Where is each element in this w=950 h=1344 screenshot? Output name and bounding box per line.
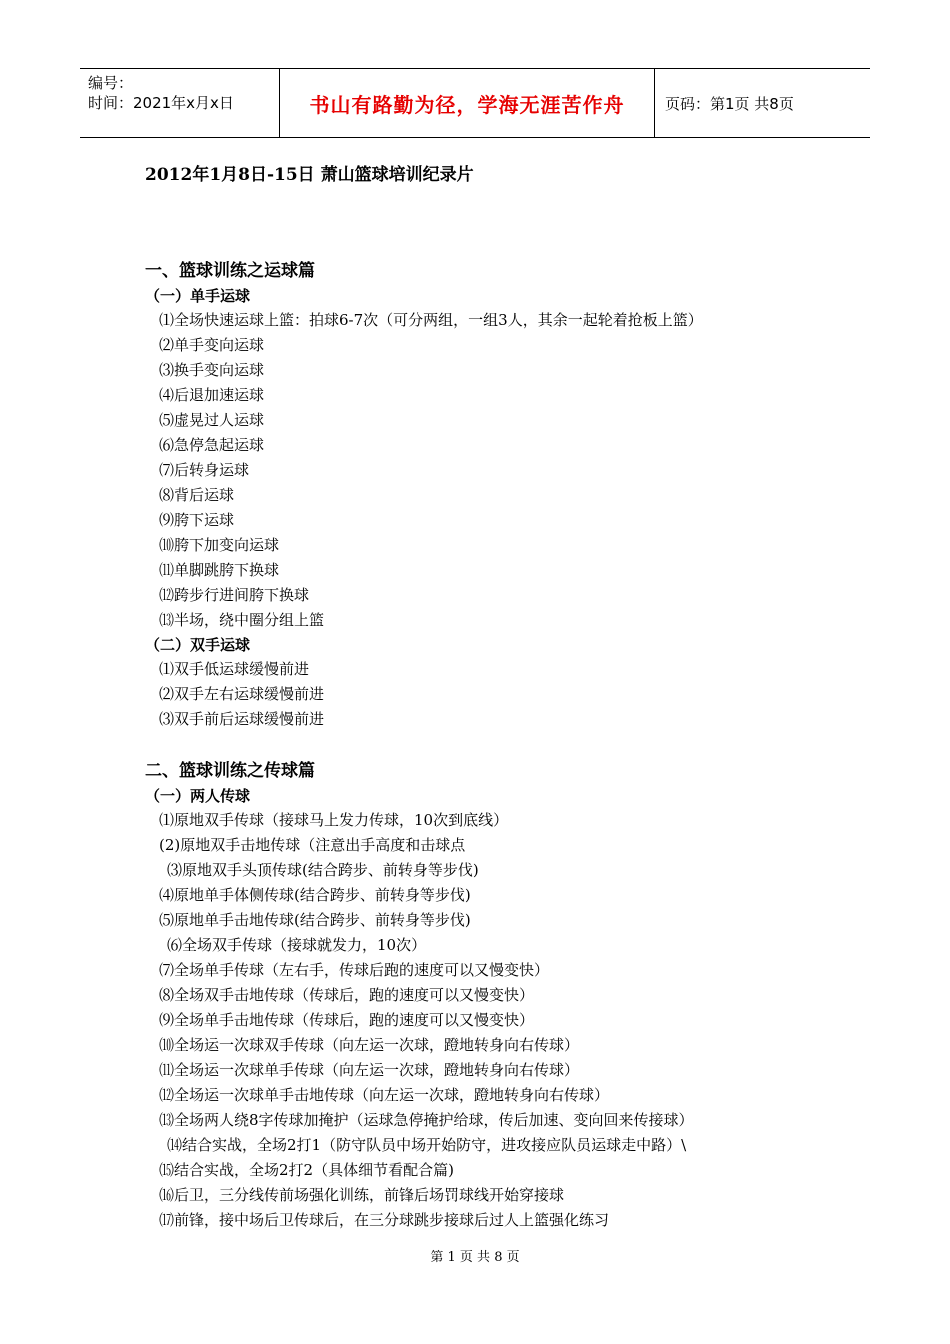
list-item: ⑷后退加速运球 [159, 386, 265, 404]
list-item: ⑴原地双手传球（接球马上发力传球，10次到底线） [159, 811, 509, 829]
page-header [80, 68, 870, 138]
document-title: 2012年1月8日-15日 萧山篮球培训纪录片 [145, 165, 474, 185]
page-info: 页码：第1页 共8页 [665, 94, 794, 113]
list-item: ⑵双手左右运球缓慢前进 [159, 685, 325, 703]
list-item: ⑶原地双手头顶传球(结合跨步、前转身等步伐) [167, 861, 479, 879]
list-item: ⑹全场双手传球（接球就发力，10次） [167, 936, 427, 954]
list-item: ⑻背后运球 [159, 486, 235, 504]
list-item: ⒃后卫，三分线传前场强化训练，前锋后场罚球线开始穿接球 [159, 1186, 565, 1204]
page-footer: 第 1 页 共 8 页 [430, 1250, 520, 1265]
list-item: ⑴双手低运球缓慢前进 [159, 660, 310, 678]
time-label: 时间：2021年x月x日 [88, 94, 234, 112]
section-heading: 二、篮球训练之传球篇 [145, 761, 315, 781]
list-item: ⑿跨步行进间胯下换球 [159, 586, 310, 604]
list-item: ⑻全场双手击地传球（传球后，跑的速度可以又慢变快） [159, 986, 535, 1004]
list-item: ⒀半场，绕中圈分组上篮 [159, 611, 325, 629]
motto: 书山有路勤为径，学海无涯苦作舟 [280, 69, 655, 137]
list-item: ⑼胯下运球 [159, 511, 235, 529]
number-label: 编号： [88, 74, 134, 92]
subsection-heading: （二）双手运球 [145, 636, 251, 654]
list-item: ⑹急停急起运球 [159, 436, 265, 454]
list-item: ⑷原地单手体侧传球(结合跨步、前转身等步伐) [159, 886, 471, 904]
list-item: ⒀全场两人绕8字传球加掩护（运球急停掩护给球，传后加速、变向回来传接球） [159, 1111, 694, 1129]
list-item: ⑼全场单手击地传球（传球后，跑的速度可以又慢变快） [159, 1011, 535, 1029]
list-item: ⑾单脚跳胯下换球 [159, 561, 280, 579]
list-item: ⑽胯下加变向运球 [159, 536, 280, 554]
section-heading: 一、篮球训练之运球篇 [145, 261, 315, 281]
subsection-heading: （一）两人传球 [145, 787, 251, 805]
list-item: ⑾全场运一次球单手传球（向左运一次球，蹬地转身向右传球） [159, 1061, 580, 1079]
list-item: ⑶双手前后运球缓慢前进 [159, 710, 325, 728]
list-item: ⑺后转身运球 [159, 461, 250, 479]
list-item: ⑺全场单手传球（左右手，传球后跑的速度可以又慢变快） [159, 961, 550, 979]
list-item: ⑸原地单手击地传球(结合跨步、前转身等步伐) [159, 911, 471, 929]
subsection-heading: （一）单手运球 [145, 287, 251, 305]
list-item: ⑴全场快速运球上篮：拍球6-7次（可分两组，一组3人，其余一起轮着抢板上篮） [159, 311, 703, 329]
list-item: ⑶换手变向运球 [159, 361, 265, 379]
list-item: ⑸虚晃过人运球 [159, 411, 265, 429]
list-item: ⒂结合实战，全场2打2（具体细节看配合篇) [159, 1161, 454, 1179]
document-body [145, 258, 845, 1233]
list-item: (2)原地双手击地传球（注意出手高度和击球点 [159, 836, 466, 854]
list-item: ⒄前锋，接中场后卫传球后，在三分球跳步接球后过人上篮强化练习 [159, 1211, 610, 1229]
list-item: ⑿全场运一次球单手击地传球（向左运一次球，蹬地转身向右传球） [159, 1086, 610, 1104]
list-item: ⑵单手变向运球 [159, 336, 265, 354]
list-item: ⒁结合实战，全场2打1（防守队员中场开始防守，进攻接应队员运球走中路）\ [167, 1136, 687, 1154]
list-item: ⑽全场运一次球双手传球（向左运一次球，蹬地转身向右传球） [159, 1036, 580, 1054]
header-meta [80, 69, 280, 137]
